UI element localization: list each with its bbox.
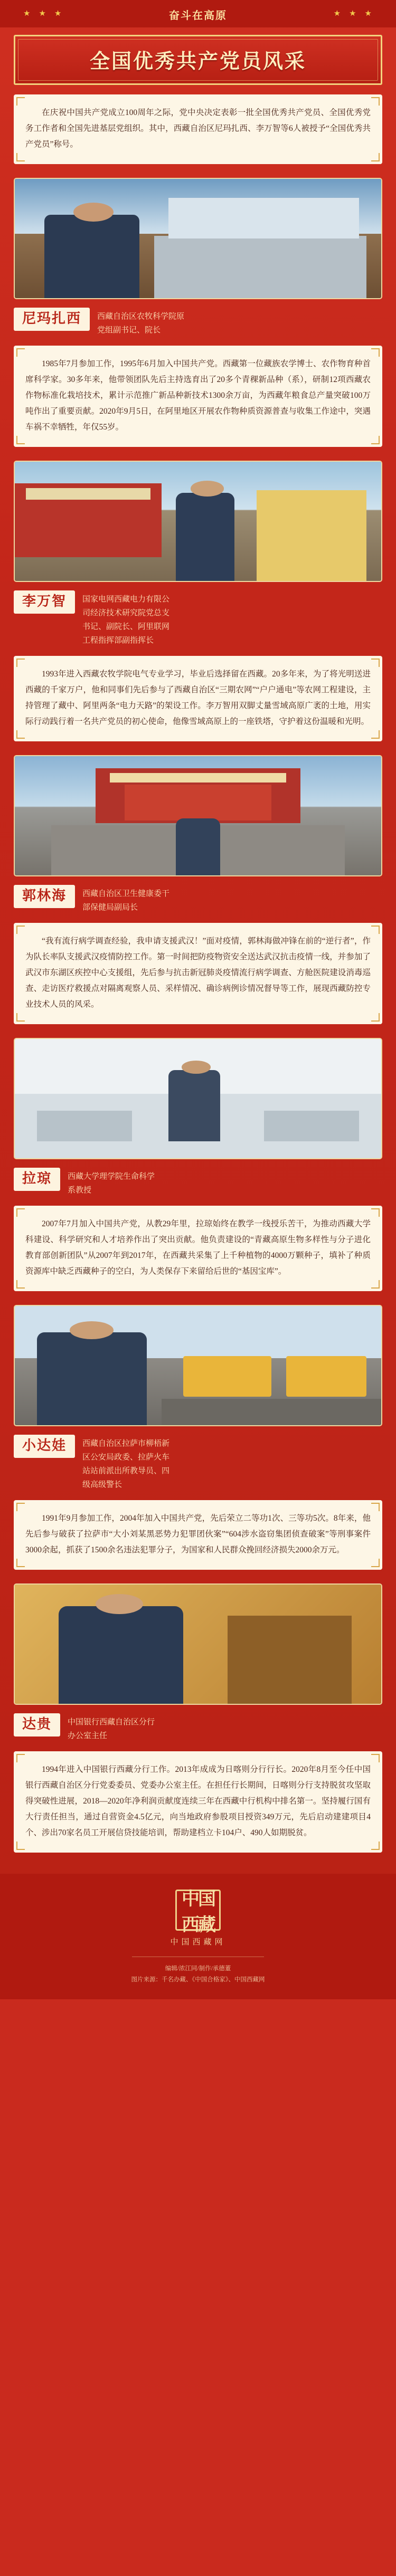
corner-ornament-icon — [371, 1559, 380, 1567]
corner-ornament-icon — [16, 153, 25, 161]
corner-ornament-icon — [371, 153, 380, 161]
person-name: 达贵 — [14, 1713, 60, 1737]
person-description-card — [14, 346, 382, 447]
person-title-line: 国家电网西藏电力有限公 — [82, 595, 170, 604]
person-titles — [82, 590, 382, 647]
person-title-line: 部保健局副局长 — [82, 903, 138, 912]
page-title: 全国优秀共产党员风采 — [89, 51, 306, 73]
star-icon: ★ — [39, 9, 47, 18]
person-title-line: 站站前派出所教导员、四 — [82, 1467, 170, 1475]
corner-ornament-icon — [371, 659, 380, 667]
star-icon: ★ — [54, 9, 63, 18]
corner-ornament-icon — [371, 1754, 380, 1762]
person-description-card — [14, 656, 382, 741]
corner-ornament-icon — [371, 436, 380, 444]
corner-ornament-icon — [371, 1280, 380, 1289]
person-title-line: 区公安局政委、拉萨火车 — [82, 1453, 170, 1462]
person-description: 1991年9月参加工作，2004年加入中国共产党，先后荣立二等功1次、三等功5次。8年来，他先后参与破获了拉萨市“大小刘某黑恶势力犯罪团伙案”“604涉水盗窃集团侦查破案”等刑事案件3000余起，抓获了1500余名违法犯罪分子，为国家和人民群众挽回经济损失2000余万元。 — [25, 1514, 371, 1554]
person-title-line: 级高级警长 — [82, 1481, 122, 1489]
person-description-card — [14, 1751, 382, 1853]
person-description: 1994年进入中国银行西藏分行工作。2013年成成为日喀则分行行长。2020年8月至今任中国银行西藏自治区分行党委委员、党委办公室主任。在担任行长期间，日喀则分行支持脱贫攻坚取得突破性进展，2018—2020年净利润贡献度连续三年在西藏中行机构中排名第一。坚持履行国有大行责任担当，通过自营资金4.5亿元，向当地政府参股项目授资349万元，先后启动建建项目4个、涉出70家名员工开展信贷技能培训，帮助建档立卡104户、490人如期脱贫。 — [25, 1765, 371, 1837]
corner-ornament-icon — [371, 348, 380, 357]
top-banner — [0, 0, 396, 27]
dagui-photo — [14, 1583, 382, 1705]
corner-ornament-icon — [16, 1754, 25, 1762]
corner-ornament-icon — [16, 1842, 25, 1850]
page-title-plaque — [14, 35, 382, 85]
person-block — [14, 755, 382, 1024]
intro-card — [14, 94, 382, 164]
person-block — [14, 461, 382, 741]
person-titles — [82, 1435, 382, 1492]
person-description-card — [14, 1206, 382, 1291]
site-logo-text: 中国西藏网 — [170, 1938, 226, 1947]
person-name-row — [14, 308, 382, 337]
person-titles — [68, 1168, 382, 1197]
person-block — [14, 178, 382, 447]
lha-chung-photo — [14, 1038, 382, 1159]
person-name: 郭林海 — [14, 885, 75, 908]
person-title-line: 西藏自治区卫生健康委干 — [82, 890, 170, 898]
corner-ornament-icon — [16, 730, 25, 739]
li-wanzhi-photo — [14, 461, 382, 582]
corner-ornament-icon — [16, 1559, 25, 1567]
star-icon: ★ — [333, 9, 342, 18]
corner-ornament-icon — [16, 348, 25, 357]
banner-slogan: 奋斗在高原 — [169, 10, 227, 22]
person-description-card — [14, 1500, 382, 1570]
nyima-tashi-photo — [14, 178, 382, 299]
guo-linhai-photo — [14, 755, 382, 876]
person-name-row — [14, 590, 382, 647]
corner-ornament-icon — [16, 97, 25, 106]
person-name: 李万智 — [14, 590, 75, 614]
person-name: 小达娃 — [14, 1435, 75, 1458]
star-icon: ★ — [364, 9, 373, 18]
person-name: 尼玛扎西 — [14, 308, 90, 331]
corner-ornament-icon — [371, 1013, 380, 1022]
person-name-row — [14, 1713, 382, 1743]
star-icon: ★ — [23, 9, 32, 18]
corner-ornament-icon — [16, 436, 25, 444]
corner-ornament-icon — [16, 1503, 25, 1511]
person-description: 1985年7月参加工作，1995年6月加入中国共产党。西藏第一位藏族农学博士、农作物育种首席科学家。30多年来，他带领团队先后主持选育出了20多个青稞新品种（系），研制12项西藏农作物标准化栽培技术，累计示范推广新品种新技术1300余万亩，为西藏年粮食总产量突破100万吨作出了重要贡献。2020年9月5日，在阿里地区开展农作物种质资源普查与收集工作途中，突遇车祸不幸牺牲，年仅55岁。 — [25, 359, 371, 432]
person-title-line: 工程指挥部副指挥长 — [82, 636, 154, 645]
person-block — [14, 1583, 382, 1853]
corner-ornament-icon — [16, 926, 25, 934]
person-description: 1993年进入西藏农牧学院电气专业学习，毕业后选择留在西藏。20多年来，为了将光明送进西藏的千家万户，他和同事们先后参与了西藏自治区“三期农网”“户户通电”等农网工程建设，主持管理了藏中、阿里两条“电力天路”的架设工作。李万智用双脚丈量雪域高原广袤的土地，用实际行动践行着一名共产党员的初心使命，他像雪域高原上的一座铁塔，守护着这份温暖和光明。 — [25, 670, 371, 726]
person-description: “我有流行病学调查经验，我申请支援武汉！”面对疫情，郭林海做冲锋在前的“逆行者”，作为队长率队支援武汉疫情防控工作。第一时间把防疫物资安全送达武汉抗击疫情一线，并参加了武汉市东湖区疾控中心支援组，先后参与抗击新冠肺炎疫情流行病学调查、方舱医院建设消毒巡查、走访医疗救援点对隔离观察人员、采样情况、确诊病例诊情况督导等工作，展现西藏防控专业技术人员的风采。 — [25, 937, 371, 1009]
person-title-line: 西藏大学理学院生命科学 — [68, 1172, 155, 1181]
person-titles — [97, 308, 382, 337]
person-title-line: 西藏自治区农牧科学院原 — [97, 312, 185, 321]
xiaodawa-photo — [14, 1305, 382, 1426]
person-name: 拉琼 — [14, 1168, 60, 1191]
person-description-card — [14, 923, 382, 1024]
person-block — [14, 1305, 382, 1570]
credit-line: 图片来源：千名办藏、《中国合格家》、中国西藏网 — [131, 1977, 265, 1983]
site-logo-icon: 中国西藏 — [175, 1890, 221, 1931]
credit-line: 编辑/浓江同/制作/承德董 — [165, 1966, 231, 1972]
person-title-line: 办公室主任 — [68, 1732, 108, 1740]
corner-ornament-icon — [371, 1208, 380, 1217]
person-title-line: 司经济技术研究院党总支 — [82, 609, 170, 617]
corner-ornament-icon — [371, 97, 380, 106]
footer-credits — [0, 1963, 396, 1986]
person-block — [14, 1038, 382, 1291]
person-name-row — [14, 885, 382, 914]
person-name-row — [14, 1435, 382, 1492]
footer — [0, 1874, 396, 1999]
decorative-stars-right — [334, 8, 373, 18]
corner-ornament-icon — [371, 926, 380, 934]
corner-ornament-icon — [371, 1503, 380, 1511]
corner-ornament-icon — [371, 1842, 380, 1850]
person-title-line: 党组副书记、院长 — [97, 326, 161, 335]
corner-ornament-icon — [16, 1208, 25, 1217]
person-description: 2007年7月加入中国共产党，从教29年里，拉琼始终在教学一线授乐苦干，为推动西藏大学科建设、科学研究和人才培养作出了突出贡献。他负责建设的“青藏高原生物多样性与分子进化教育部创新团队”从2007年到2017年，在西藏共采集了上千种植物的4000万颗种子，填补了种质资源库中缺乏西藏种子的空白，为人类保存下来留给后世的“基因宝库”。 — [25, 1219, 371, 1276]
person-titles — [82, 885, 382, 914]
person-title-line: 系教授 — [68, 1186, 92, 1195]
corner-ornament-icon — [16, 1280, 25, 1289]
corner-ornament-icon — [371, 730, 380, 739]
intro-text: 在庆祝中国共产党成立100周年之际，党中央决定表彰一批全国优秀共产党员、全国优秀党务工作者和全国先进基层党组织。其中，西藏自治区尼玛扎西、李万智等6人被授予“全国优秀共产党员”称号。 — [25, 108, 371, 149]
corner-ornament-icon — [16, 659, 25, 667]
star-icon: ★ — [349, 9, 357, 18]
person-title-line: 西藏自治区拉萨市柳梧新 — [82, 1439, 170, 1448]
corner-ornament-icon — [16, 1013, 25, 1022]
person-titles — [68, 1713, 382, 1743]
person-title-line: 中国银行西藏自治区分行 — [68, 1718, 155, 1726]
person-title-line: 书记、副院长、阿里联网 — [82, 623, 170, 631]
person-name-row — [14, 1168, 382, 1197]
